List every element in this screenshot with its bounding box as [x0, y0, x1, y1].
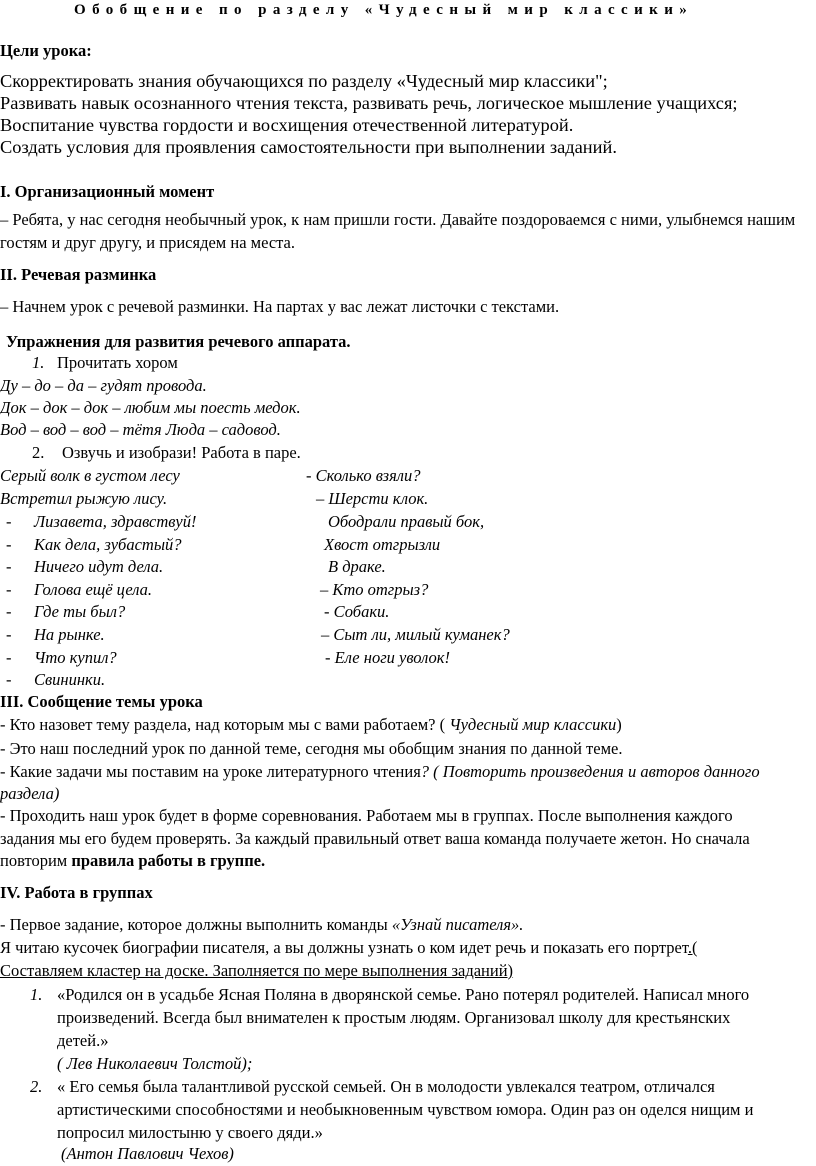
- bio-line: «Родился он в усадьбе Ясная Поляна в дворянской семье. Рано потерял родителей. Написал много: [57, 985, 750, 1004]
- dialogue-left-line: Как дела, зубастый?: [34, 535, 182, 554]
- text-run: ): [616, 715, 622, 734]
- dialogue-right-line: - Сколько взяли?: [306, 466, 421, 485]
- list-number: 2.: [32, 443, 45, 462]
- goal-line: Развивать навык осознанного чтения текста, развивать речь, логическое мышление учащихся;: [0, 93, 738, 113]
- dialogue-dash: -: [6, 648, 12, 667]
- paragraph-line: раздела): [0, 784, 60, 803]
- bio-line: детей.»: [57, 1031, 109, 1050]
- dialogue-dash: -: [6, 535, 12, 554]
- goal-line: Воспитание чувства гордости и восхищения отечественной литературой.: [0, 115, 574, 135]
- dialogue-right-line: - Еле ноги уволок!: [325, 648, 450, 667]
- dialogue-dash: -: [6, 625, 12, 644]
- dialogue-dash: -: [6, 580, 12, 599]
- paragraph-line: – Начнем урок с речевой разминки. На партах у вас лежат листочки с текстами.: [0, 297, 560, 316]
- section-heading: III. Сообщение темы урока: [0, 692, 203, 711]
- paragraph-line: - Это наш последний урок по данной теме, сегодня мы обобщим знания по данной теме.: [0, 739, 623, 758]
- tongue-twister-line: Док – док – док – любим мы поесть медок.: [0, 398, 301, 417]
- dialogue-left-line: Встретил рыжую лису.: [0, 489, 168, 508]
- paragraph-line: Составляем кластер на доске. Заполняется по мере выполнения заданий): [0, 961, 514, 980]
- text-run: Я читаю кусочек биографии писателя, а вы должны узнать о ком идет речь и показать его портрет: [0, 938, 688, 957]
- dialogue-right-line: – Сыт ли, милый куманек?: [321, 625, 510, 644]
- answer-text: Чудесный мир классики: [449, 715, 617, 734]
- dialogue-left-line: Лизавета, здравствуй!: [34, 512, 197, 531]
- goal-line: Создать условия для проявления самостоятельности при выполнении заданий.: [0, 137, 617, 157]
- exercise-label: Прочитать хором: [57, 353, 178, 372]
- exercises-heading: Упражнения для развития речевого аппарата.: [6, 332, 351, 351]
- paragraph-line: гостям и друг другу, и присядем на места.: [0, 233, 296, 252]
- bio-line: произведений. Всегда был внимателен к простым людям. Организовал школу для крестьянских: [57, 1008, 731, 1027]
- page-title: Обобщение по разделу «Чудесный мир классики»: [74, 2, 694, 18]
- list-number: 1.: [30, 985, 43, 1004]
- exercise-label: Озвучь и изобрази! Работа в паре.: [62, 443, 301, 462]
- dialogue-left-line: Ничего идут дела.: [34, 557, 164, 576]
- dialogue-right-line: В драке.: [328, 557, 386, 576]
- task-name: «Узнай писателя».: [391, 915, 524, 934]
- dialogue-dash: -: [6, 670, 12, 689]
- dialogue-right-line: Ободрали правый бок,: [328, 512, 485, 531]
- bio-line: артистическими способностями и необыкновенным чувством юмора. Один раз он оделся нищим и: [57, 1100, 754, 1119]
- tongue-twister-line: Вод – вод – вод – тётя Люда – садовод.: [0, 420, 281, 439]
- dialogue-right-line: Хвост отгрызли: [324, 535, 441, 554]
- paragraph-line: [0, 915, 523, 935]
- dialogue-left-line: Что купил?: [34, 648, 117, 667]
- answer-line: (Антон Павлович Чехов): [61, 1144, 234, 1163]
- text-run: повторим: [0, 851, 72, 870]
- paragraph-line: задания мы его будем проверять. За каждый правильный ответ ваша команда получаете жетон. Но сначала: [0, 829, 750, 848]
- paragraph-line: [0, 938, 697, 958]
- paragraph-line: [0, 762, 760, 782]
- bio-line: « Его семья была талантливой русской семьей. Он в молодости увлекался театром, отличался: [57, 1077, 715, 1096]
- dialogue-right-line: – Кто отгрыз?: [320, 580, 429, 599]
- dialogue-left-line: Свининки.: [34, 670, 106, 689]
- dialogue-left-line: Где ты был?: [34, 602, 126, 621]
- answer-line: ( Лев Николаевич Толстой);: [57, 1054, 253, 1073]
- dialogue-left-line: Серый волк в густом лесу: [0, 466, 180, 485]
- section-heading: IV. Работа в группах: [0, 883, 153, 902]
- section-heading: II. Речевая разминка: [0, 265, 157, 284]
- bio-line: попросил милостыню у своего дяди.»: [57, 1123, 323, 1142]
- text-run: - Какие задачи мы поставим на уроке литературного чтения: [0, 762, 421, 781]
- text-run: - Первое задание, которое должны выполнить команды: [0, 915, 392, 934]
- list-number: 1.: [32, 353, 45, 372]
- paragraph-line: – Ребята, у нас сегодня необычный урок, к нам пришли гости. Давайте поздороваемся с ними, улыбнемся нашим: [0, 210, 796, 229]
- text-run: .(: [687, 938, 698, 957]
- dialogue-dash: -: [6, 602, 12, 621]
- dialogue-right-line: - Собаки.: [324, 602, 390, 621]
- section-heading: I. Организационный момент: [0, 182, 215, 201]
- answer-text: ? ( Повторить произведения и авторов данного: [420, 762, 760, 781]
- dialogue-dash: -: [6, 512, 12, 531]
- tongue-twister-line: Ду – до – да – гудят провода.: [0, 376, 207, 395]
- dialogue-left-line: На рынке.: [34, 625, 105, 644]
- dialogue-left-line: Голова ещё цела.: [34, 580, 153, 599]
- emphasis-text: правила работы в группе.: [71, 851, 266, 870]
- list-number: 2.: [30, 1077, 43, 1096]
- paragraph-line: - Проходить наш урок будет в форме соревнования. Работаем мы в группах. После выполнения каждого: [0, 806, 733, 825]
- goal-line: Скорректировать знания обучающихся по разделу «Чудесный мир классики";: [0, 71, 608, 91]
- goals-heading: Цели урока:: [0, 41, 92, 60]
- dialogue-right-line: – Шерсти клок.: [316, 489, 429, 508]
- text-run: - Кто назовет тему раздела, над которым мы с вами работаем? (: [0, 715, 450, 734]
- dialogue-dash: -: [6, 557, 12, 576]
- paragraph-line: [0, 851, 265, 871]
- paragraph-line: [0, 715, 622, 735]
